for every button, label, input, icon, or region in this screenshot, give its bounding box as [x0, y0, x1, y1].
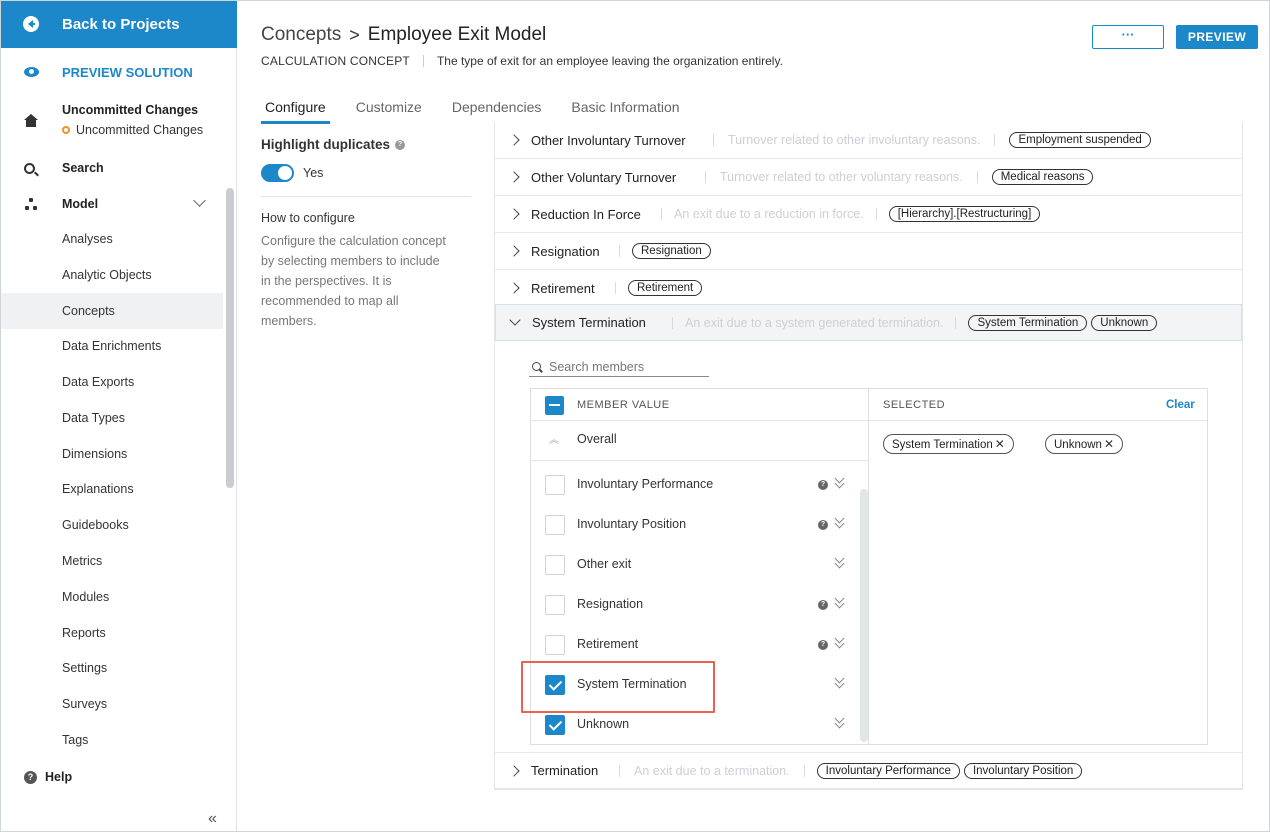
sidebar-item-label: Data Exports	[62, 375, 135, 389]
sidebar-item-label: Dimensions	[62, 447, 128, 461]
breadcrumb-separator-icon: >	[349, 24, 360, 45]
sidebar-scrollbar[interactable]	[226, 188, 234, 488]
member-row[interactable]	[531, 505, 861, 545]
sidebar-item-label: Reports	[62, 626, 106, 640]
preview-button[interactable]: PREVIEW	[1176, 25, 1258, 49]
member-label: Retirement	[577, 637, 639, 651]
collapse-sidebar-icon[interactable]: «	[208, 810, 217, 827]
mapped-member-pill: System Termination	[968, 315, 1087, 331]
sidebar-item-reports[interactable]	[0, 615, 223, 651]
help-icon[interactable]: ?	[818, 480, 828, 490]
sidebar-item-label: Concepts	[62, 304, 115, 318]
concept-name: Termination	[531, 763, 599, 778]
concept-desc: An exit due to a system generated termination.	[685, 315, 944, 330]
member-label: Resignation	[577, 597, 644, 611]
chevron-right-icon[interactable]	[508, 208, 519, 219]
nav-model[interactable]	[0, 192, 237, 216]
search-icon	[24, 163, 35, 174]
member-label: Other exit	[577, 557, 632, 571]
double-chevron-up-icon[interactable]: ︽	[549, 435, 559, 446]
uncommitted-sub	[62, 123, 203, 137]
concept-type: CALCULATION CONCEPT	[261, 54, 410, 68]
question-icon[interactable]: ?	[395, 140, 405, 150]
sidebar-item-label: Settings	[62, 661, 108, 675]
concept-desc: Turnover related to other involuntary reasons.	[728, 133, 981, 147]
chevron-down-icon[interactable]	[193, 194, 206, 207]
member-table	[530, 388, 1208, 745]
help-icon[interactable]: ?	[818, 640, 828, 650]
double-chevron-down-icon[interactable]	[835, 595, 845, 611]
sidebar-item-label: Analyses	[62, 232, 113, 246]
eye-icon	[24, 67, 39, 77]
member-value-label: MEMBER VALUE	[577, 399, 670, 411]
uncommitted-sub-label: Uncommitted Changes	[76, 123, 204, 137]
sidebar-item-concepts[interactable]	[0, 293, 223, 329]
mapped-member-pill: Medical reasons	[992, 169, 1094, 185]
member-label: Involuntary Performance	[577, 477, 714, 491]
select-all-checkbox[interactable]	[545, 396, 564, 415]
breadcrumb	[261, 24, 546, 46]
divider	[955, 317, 956, 329]
selected-chip	[883, 434, 1014, 454]
sidebar	[0, 0, 237, 832]
sidebar-item-data-types[interactable]	[0, 400, 223, 436]
search-members-input[interactable]	[549, 360, 704, 374]
concept-member-list	[494, 122, 1243, 790]
mapped-member-pill: Involuntary Performance	[817, 763, 960, 779]
selected-label: SELECTED	[883, 399, 946, 411]
mapped-member-pill: Unknown	[1091, 315, 1157, 331]
back-label: Back to Projects	[62, 15, 180, 33]
highlight-duplicates-label: Highlight duplicates	[261, 137, 391, 152]
sidebar-item-label: Surveys	[62, 697, 108, 711]
preview-solution-link[interactable]	[0, 60, 237, 84]
divider	[977, 171, 978, 183]
sidebar-item-label: Tags	[62, 733, 89, 747]
tab-customize[interactable]: Customize	[355, 99, 422, 115]
member-label: Involuntary Position	[577, 517, 687, 531]
help-label: Help	[45, 770, 73, 784]
chevron-right-icon[interactable]	[508, 171, 519, 182]
sidebar-item-guidebooks[interactable]	[0, 507, 223, 543]
nav-search[interactable]	[0, 156, 237, 180]
double-chevron-down-icon[interactable]	[835, 475, 845, 491]
divider	[705, 171, 706, 183]
concept-subtitle	[261, 54, 783, 68]
double-chevron-down-icon[interactable]	[835, 715, 845, 731]
help-icon[interactable]: ?	[818, 600, 828, 610]
help-icon: ?	[24, 771, 37, 784]
status-dot-icon	[62, 126, 70, 134]
member-row[interactable]	[531, 705, 861, 745]
help-link[interactable]	[0, 765, 237, 789]
concept-name: Other Involuntary Turnover	[531, 132, 686, 148]
divider	[876, 208, 877, 220]
concept-desc: An exit due to a reduction in force.	[674, 207, 864, 221]
divider	[713, 134, 714, 146]
divider	[619, 245, 620, 257]
sidebar-item-analytic-objects[interactable]	[0, 257, 223, 293]
concept-name: Other Voluntary Turnover	[531, 169, 677, 185]
member-list-scrollbar[interactable]	[860, 489, 868, 742]
overall-label: Overall	[577, 432, 617, 446]
tab-configure[interactable]: Configure	[261, 96, 330, 124]
remove-icon[interactable]: ✕	[1103, 437, 1115, 451]
clear-button[interactable]: Clear	[1166, 399, 1195, 411]
double-chevron-down-icon[interactable]	[835, 555, 845, 571]
sidebar-item-label: Explanations	[62, 482, 134, 496]
member-row[interactable]	[531, 545, 861, 585]
member-row[interactable]	[531, 465, 861, 505]
divider	[661, 208, 662, 220]
mapped-member-pill: Involuntary Position	[964, 763, 1082, 779]
chevron-right-icon[interactable]	[508, 245, 519, 256]
concept-desc: An exit due to a termination.	[634, 763, 790, 778]
how-to-configure-text: Configure the calculation concept by selecting members to include in the perspectives. It is recommended to map all members.	[261, 234, 446, 328]
concept-name: Retirement	[531, 280, 595, 296]
concept-row-termination[interactable]	[495, 752, 1242, 789]
member-row[interactable]	[531, 665, 861, 705]
selected-header	[869, 389, 1207, 421]
member-label: Unknown	[577, 717, 630, 731]
member-checkbox[interactable]	[545, 515, 565, 535]
selected-chip	[1045, 434, 1123, 454]
divider	[261, 196, 471, 197]
member-row[interactable]	[531, 625, 861, 665]
remove-icon[interactable]: ✕	[994, 437, 1005, 451]
nav-model-label: Model	[62, 197, 99, 211]
member-checkbox[interactable]	[545, 555, 565, 575]
member-value-header	[531, 389, 869, 421]
mapped-member-pill: Resignation	[632, 243, 711, 259]
mapped-member-pill: [Hierarchy].[Restructuring]	[889, 206, 1041, 222]
sidebar-item-data-exports[interactable]	[0, 364, 223, 400]
preview-solution-label: PREVIEW SOLUTION	[62, 64, 193, 80]
member-checkbox[interactable]	[545, 635, 565, 655]
divider	[804, 765, 805, 777]
sidebar-item-explanations[interactable]	[0, 471, 223, 507]
concept-name: Resignation	[531, 243, 600, 259]
concept-row-reduction-in-force[interactable]	[495, 196, 1242, 233]
concept-row-other-voluntary-turnover[interactable]	[495, 159, 1242, 196]
chevron-right-icon[interactable]	[508, 765, 519, 776]
divider	[994, 134, 995, 146]
sidebar-item-label: Modules	[62, 590, 110, 604]
sidebar-item-label: Data Enrichments	[62, 339, 162, 353]
how-to-configure-title: How to configure	[261, 211, 355, 225]
chevron-right-icon[interactable]	[508, 282, 519, 293]
hierarchy-icon	[25, 198, 37, 210]
chevron-down-icon[interactable]	[509, 314, 520, 325]
concept-desc: Turnover related to other voluntary reasons.	[720, 170, 963, 184]
back-to-projects-button[interactable]	[0, 0, 237, 48]
sidebar-item-dimensions[interactable]	[0, 436, 223, 472]
sidebar-item-label: Data Types	[62, 411, 126, 425]
concept-row-retirement[interactable]	[495, 270, 1242, 307]
concept-row-other-involuntary-turnover[interactable]	[495, 122, 1242, 159]
selected-column	[869, 389, 1207, 744]
help-icon[interactable]: ?	[818, 520, 828, 530]
double-chevron-down-icon[interactable]	[835, 675, 845, 691]
concept-name: Reduction In Force	[531, 206, 641, 222]
concept-row-system-termination[interactable]	[495, 304, 1242, 341]
tab-dependencies[interactable]: Dependencies	[451, 99, 542, 115]
chip-label: Unknown	[1054, 439, 1102, 451]
concept-description: The type of exit for an employee leaving the organization entirely.	[436, 54, 783, 68]
overall-row[interactable]	[531, 421, 869, 461]
divider	[615, 282, 616, 294]
concept-row-resignation[interactable]	[495, 233, 1242, 270]
member-checkbox-checked[interactable]	[545, 675, 565, 695]
highlight-duplicates-title	[261, 137, 405, 152]
highlight-duplicates-toggle[interactable]	[261, 164, 294, 182]
member-checkbox[interactable]	[545, 475, 565, 495]
chevron-right-icon[interactable]	[508, 134, 519, 145]
sidebar-item-label: Metrics	[62, 554, 103, 568]
member-checkbox[interactable]	[545, 595, 565, 615]
sidebar-item-data-enrichments[interactable]	[0, 328, 223, 364]
member-label: System Termination	[577, 677, 687, 691]
home-icon	[24, 114, 38, 127]
chip-label: System Termination	[892, 439, 993, 451]
divider	[672, 317, 673, 329]
breadcrumb-parent[interactable]: Concepts	[261, 24, 342, 45]
concept-name: System Termination	[532, 315, 646, 330]
sidebar-item-label: Guidebooks	[62, 518, 129, 532]
double-chevron-down-icon[interactable]	[835, 635, 845, 651]
sidebar-item-surveys[interactable]	[0, 686, 223, 722]
more-options-button[interactable]: ···	[1092, 25, 1164, 49]
member-selection-panel	[495, 343, 1242, 755]
back-arrow-icon	[23, 16, 39, 32]
mapped-member-pill: Retirement	[628, 280, 702, 296]
nav-search-label: Search	[62, 161, 104, 175]
member-value-column	[531, 389, 869, 744]
double-chevron-down-icon[interactable]	[835, 515, 845, 531]
search-members	[529, 357, 709, 377]
divider	[423, 55, 424, 67]
member-checkbox-checked[interactable]	[545, 715, 565, 735]
search-icon	[532, 362, 541, 371]
sidebar-item-analyses[interactable]	[0, 221, 223, 257]
sidebar-item-settings[interactable]	[0, 650, 223, 686]
uncommitted-title: Uncommitted Changes	[62, 103, 199, 117]
sidebar-item-metrics[interactable]	[0, 543, 223, 579]
member-row[interactable]	[531, 585, 861, 625]
mapped-member-pill: Employment suspended	[1009, 132, 1150, 148]
sidebar-item-tags[interactable]	[0, 722, 223, 758]
toggle-label: Yes	[303, 166, 324, 180]
sidebar-item-modules[interactable]	[0, 579, 223, 615]
sidebar-item-label: Analytic Objects	[62, 268, 152, 282]
divider	[619, 765, 620, 777]
page-title: Employee Exit Model	[367, 24, 547, 45]
tab-basic-information[interactable]: Basic Information	[571, 99, 680, 115]
